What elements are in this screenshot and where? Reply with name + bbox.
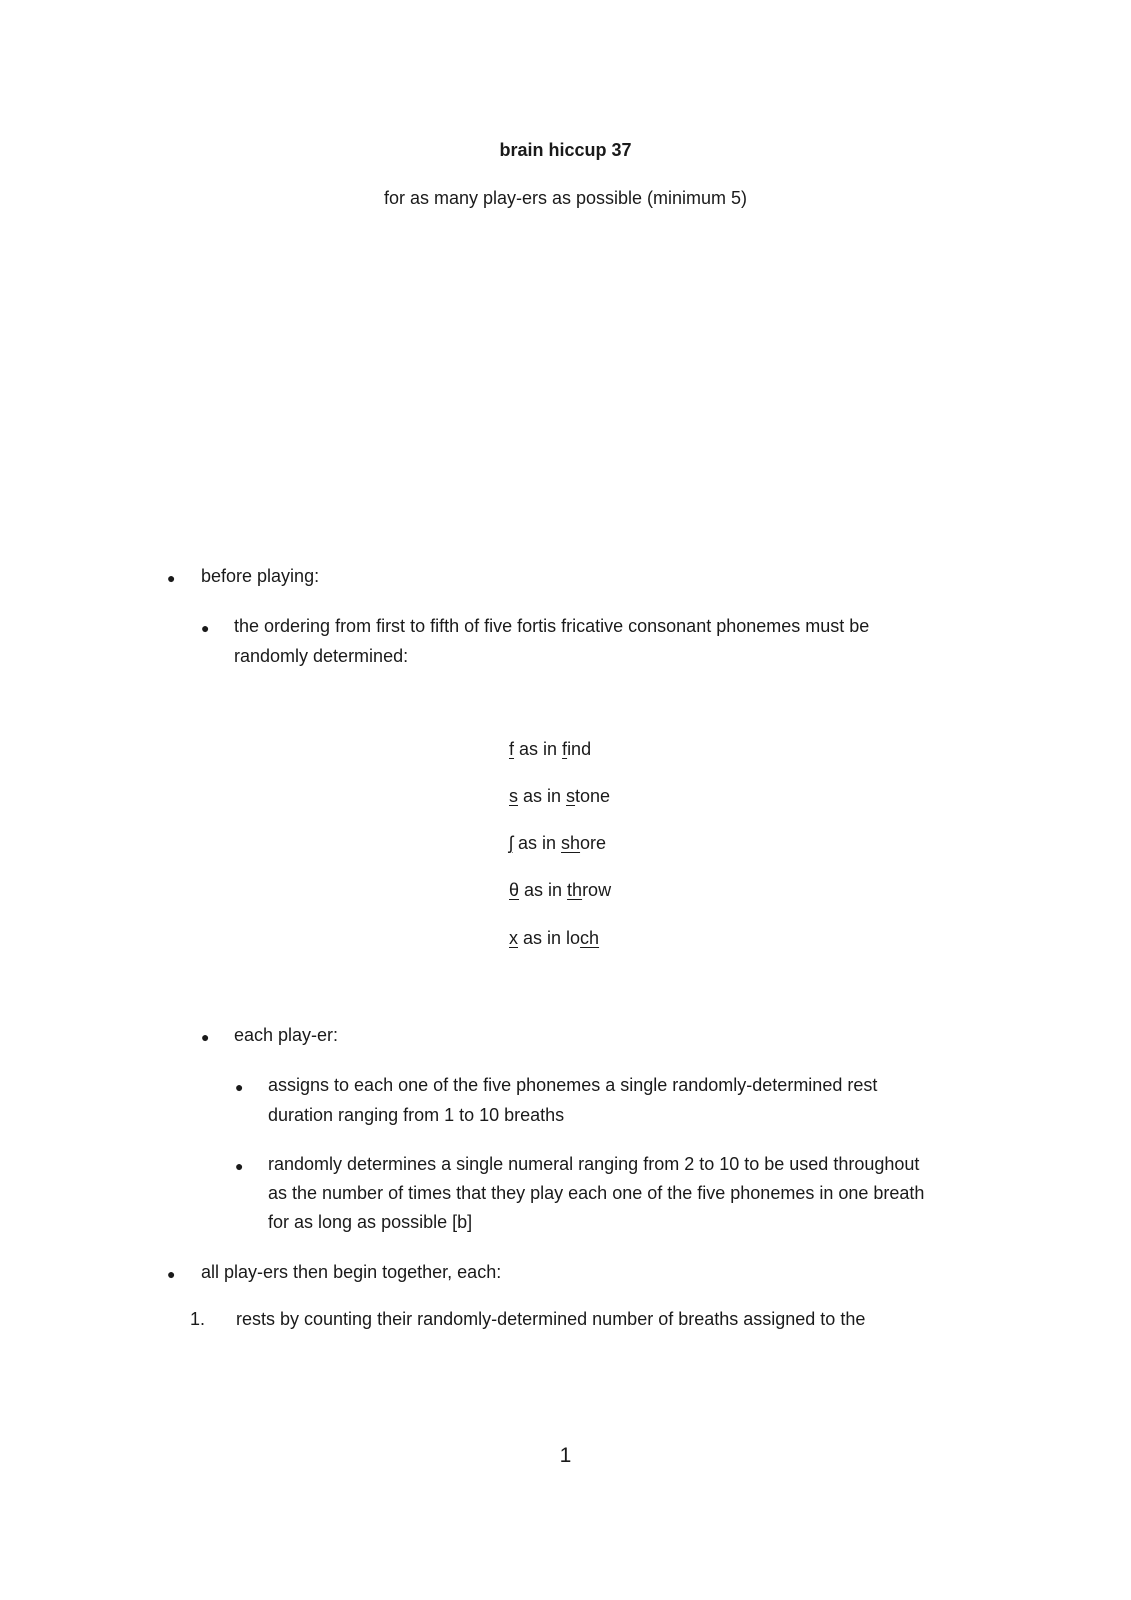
bullet-all-begin: ● xyxy=(167,1266,176,1282)
phoneme-item: f as in find xyxy=(509,739,592,759)
numeral-line-1: randomly determines a single numeral ranging from 2 to 10 to be used throughout xyxy=(268,1154,920,1174)
phoneme-item: ʃ as in shore xyxy=(509,833,607,853)
numeral-line-3: for as long as possible [b] xyxy=(268,1212,473,1232)
assigns-line-1: assigns to each one of the five phonemes a single randomly-determined rest xyxy=(268,1075,878,1095)
numeral-line-2: as the number of times that they play each one of the five phonemes in one breath xyxy=(268,1183,925,1203)
all-begin-label: all play-ers then begin together, each: xyxy=(201,1262,502,1282)
phoneme-symbol: ʃ xyxy=(509,833,513,853)
phoneme-item: θ as in throw xyxy=(509,880,612,900)
bullet-each-player: ● xyxy=(201,1029,210,1045)
page-number: 1 xyxy=(559,1444,572,1467)
step-number: 1. xyxy=(190,1309,206,1329)
before-label: before playing: xyxy=(201,566,320,586)
page-subtitle: for as many play-ers as possible (minimum 5) xyxy=(383,188,748,208)
phoneme-item: x as in loch xyxy=(509,928,600,948)
bullet-ordering: ● xyxy=(201,620,210,636)
bullet-assigns: ● xyxy=(235,1079,244,1095)
each-player-label: each play-er: xyxy=(234,1025,339,1045)
ordering-line-2: randomly determined: xyxy=(234,646,409,666)
assigns-line-2: duration ranging from 1 to 10 breaths xyxy=(268,1105,565,1125)
ordering-line-1: the ordering from first to fifth of five fortis fricative consonant phonemes must be xyxy=(234,616,870,636)
page-title: brain hiccup 37 xyxy=(499,140,632,160)
phoneme-symbol: f xyxy=(509,739,515,759)
step-text: rests by counting their randomly-determined number of breaths assigned to the xyxy=(236,1309,866,1329)
bullet-before: ● xyxy=(167,570,176,586)
phoneme-symbol: θ xyxy=(509,880,520,900)
bullet-numeral: ● xyxy=(235,1158,244,1174)
phoneme-symbol: x xyxy=(509,928,518,948)
phoneme-symbol: s xyxy=(509,786,518,806)
phoneme-item: s as in stone xyxy=(509,786,611,806)
